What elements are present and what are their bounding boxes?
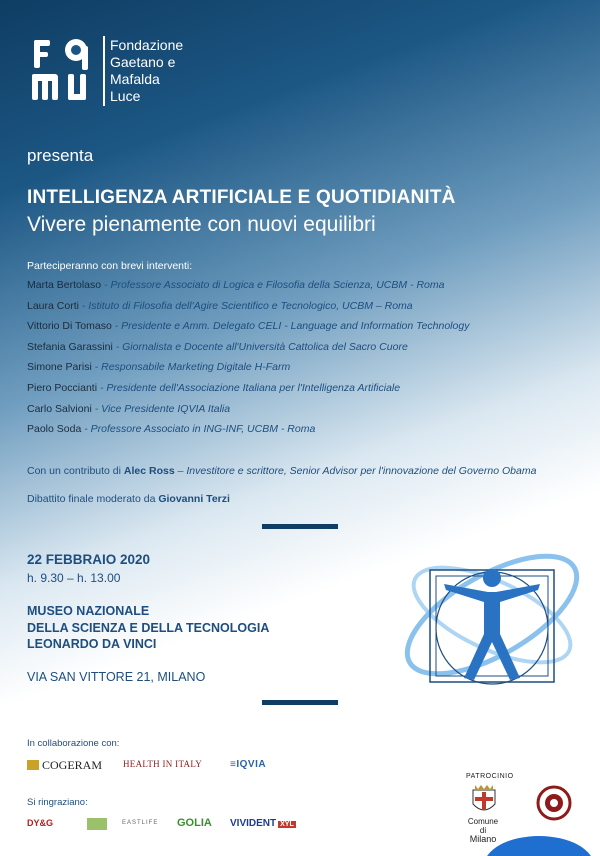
- vitruvian-ai-figure: [392, 530, 592, 700]
- speaker-separator: -: [111, 320, 122, 333]
- event-time: h. 9.30 – h. 13.00: [27, 571, 121, 585]
- foundation-line: Mafalda: [110, 71, 160, 87]
- cogeram-logo: [27, 758, 102, 773]
- presenta-label: presenta: [27, 146, 94, 165]
- speaker-item: [27, 320, 587, 341]
- speaker-item: [27, 423, 587, 444]
- speaker-role: Vice Presidente IQVIA Italia: [101, 402, 231, 415]
- contribution-line: [27, 465, 536, 477]
- event-date: 22 FEBBRAIO 2020: [27, 552, 151, 567]
- comune-line: Milano: [469, 834, 497, 844]
- collaboration-label: In collaborazione con:: [27, 738, 120, 749]
- milano-coat-of-arms-icon: [469, 784, 499, 816]
- debate-line: [27, 493, 230, 505]
- venue-line: LEONARDO DA VINCI: [27, 637, 157, 651]
- iqvia-mark-icon: ≡: [230, 759, 237, 770]
- speaker-separator: -: [81, 423, 91, 436]
- thanks-logos: [27, 818, 297, 834]
- vivident-tag: XYL: [280, 821, 294, 828]
- vivident-logo: [230, 818, 296, 829]
- speaker-separator: -: [97, 381, 107, 394]
- vivident-text: VIVIDENT: [230, 818, 277, 829]
- speakers-intro: Parteciperanno con brevi interventi:: [27, 260, 193, 272]
- speaker-name: Laura Corti: [27, 299, 79, 312]
- speaker-name: Simone Parisi: [27, 361, 92, 374]
- divider-bar: [262, 700, 338, 705]
- speaker-role: Responsabile Marketing Digitale H-Farm: [101, 361, 291, 374]
- health-in-italy-logo: HEALTH IN ITALY: [123, 759, 203, 769]
- venue-line: MUSEO NAZIONALE: [27, 604, 150, 618]
- speaker-name: Piero Poccianti: [27, 381, 98, 394]
- comune-line: Comune di: [467, 817, 499, 835]
- foundation-line: Fondazione: [110, 37, 184, 53]
- speaker-list: [27, 279, 587, 444]
- speaker-role: Presidente dell'Associazione Italiana per l'Intelligenza Artificiale: [106, 381, 401, 394]
- speaker-role: Professore Associato di Logica e Filosofia della Scienza, UCBM - Roma: [110, 279, 445, 291]
- fgml-logo: [28, 36, 102, 106]
- logo-separator: [103, 36, 105, 106]
- seal-logo-icon: [536, 785, 572, 821]
- speaker-role: Giornalista e Docente all'Università Cattolica del Sacro Cuore: [122, 340, 408, 353]
- green-logo-icon: [87, 818, 107, 830]
- foundation-name: [110, 37, 183, 105]
- golia-logo: GOLIA: [177, 817, 212, 829]
- venue-address: VIA SAN VITTORE 21, MILANO: [27, 670, 206, 684]
- debate-moderator: Giovanni Terzi: [158, 493, 230, 505]
- comune-milano: [465, 817, 501, 844]
- debate-prefix: Dibattito finale moderato da: [27, 493, 156, 505]
- speaker-name: Carlo Salvioni: [27, 402, 92, 415]
- event-subtitle: Vivere pienamente con nuovi equilibri: [27, 213, 376, 236]
- iqvia-text: IQVIA: [236, 759, 267, 770]
- speaker-separator: -: [78, 299, 89, 312]
- speaker-separator: -: [91, 402, 102, 415]
- collaboration-logos: [27, 758, 287, 776]
- dyg-logo: DY&G: [27, 818, 54, 828]
- speaker-role: Istituto di Filosofia dell'Agire Scientifico e Tecnologico, UCBM – Roma: [88, 299, 413, 312]
- contribution-name: Alec Ross: [123, 465, 175, 477]
- cogeram-mark-icon: [27, 760, 39, 770]
- thanks-label: Si ringraziano:: [27, 797, 88, 808]
- speaker-separator: -: [101, 279, 111, 291]
- speaker-item: [27, 341, 587, 362]
- speaker-item: [27, 300, 587, 321]
- speaker-name: Marta Bertolaso: [27, 279, 102, 291]
- speaker-name: Paolo Soda: [27, 423, 82, 436]
- speaker-role: Professore Associato in ING-INF, UCBM - Roma: [90, 423, 316, 436]
- foundation-line: Gaetano e: [110, 54, 176, 70]
- foundation-line: Luce: [110, 88, 141, 104]
- speaker-separator: -: [112, 340, 123, 353]
- speaker-separator: -: [91, 361, 102, 374]
- speaker-item: [27, 382, 587, 403]
- speaker-item: [27, 403, 587, 424]
- event-title: INTELLIGENZA ARTIFICIALE E QUOTIDIANITÀ: [27, 187, 456, 208]
- divider-bar: [262, 524, 338, 529]
- iqvia-logo: [230, 759, 266, 770]
- speaker-name: Vittorio Di Tomaso: [27, 320, 112, 333]
- speaker-item: [27, 361, 587, 382]
- speaker-role: Presidente e Amm. Delegato CELI - Language and Information Technology: [121, 320, 470, 333]
- patrocinio-label: PATROCINIO: [466, 773, 514, 780]
- contribution-desc: – Investitore e scrittore, Senior Advisor per l'innovazione del Governo Obama: [177, 465, 537, 477]
- eastlife-logo: EASTLIFE: [122, 820, 159, 826]
- speaker-item: [27, 279, 587, 300]
- venue-name: [27, 603, 269, 653]
- venue-line: DELLA SCIENZA E DELLA TECNOLOGIA: [27, 620, 270, 635]
- cogeram-text: COGERAM: [42, 758, 103, 772]
- contribution-prefix: Con un contributo di: [27, 465, 121, 477]
- speaker-name: Stefania Garassini: [27, 340, 113, 353]
